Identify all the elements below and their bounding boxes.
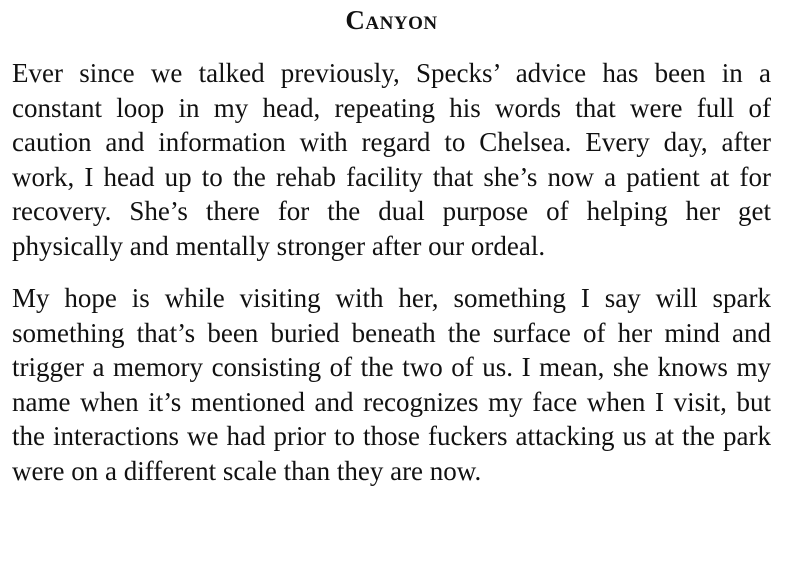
chapter-title: Canyon [345, 5, 438, 35]
paragraph-1: Ever since we talked previously, Specks’ advice has been in a constant loop in my head, repeating his words that were full of caution and information with regard to Chelsea. Every day, after work, I head up to the rehab facility that she’s now a patient at for recovery. She’s there for the dual purpose of helping her get physically and mentally stronger after our ordeal. [12, 58, 771, 261]
paragraph-2: My hope is while visiting with her, something I say will spark something that’s been buried beneath the surface of her mind and trigger a memory consisting of the two of us. I mean, she knows my name when it’s mentioned and recognizes my face when I visit, but the interactions we had prior to those fuckers attacking us at the park were on a different scale than they are now. [12, 283, 771, 486]
